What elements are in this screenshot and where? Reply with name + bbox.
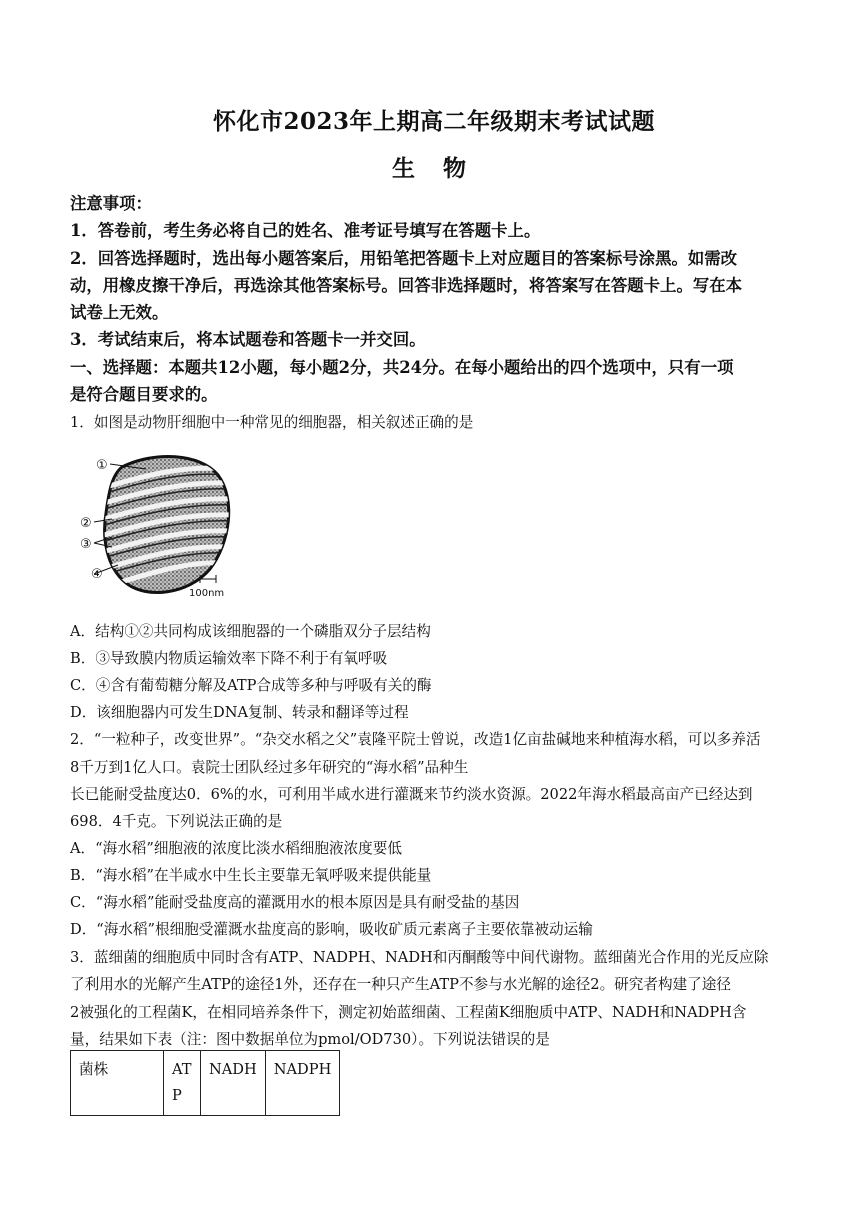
q2-stem-line: 698．4千克。下列说法正确的是 bbox=[70, 813, 283, 830]
q2-option: B．“海水稻”在半咸水中生长主要靠无氧呼吸来提供能量 bbox=[70, 867, 432, 884]
label-4: ④ bbox=[91, 567, 103, 582]
notice-item: 2．回答选择题时，选出每小题答案后，用铅笔把答题卡上对应题目的答案标号涂黑。如需改 bbox=[70, 249, 738, 268]
section-heading: 是符合题目要求的。 bbox=[70, 385, 218, 404]
q3-stem-line: 2被强化的工程菌K，在相同培养条件下，测定初始蓝细菌、工程菌K细胞质中ATP、NADH和NADPH含 bbox=[70, 1004, 747, 1021]
table-header-nadph: NADPH bbox=[265, 1051, 340, 1116]
table-header-strain: 菌株 bbox=[71, 1051, 164, 1116]
q2-stem-line: 长已能耐受盐度达0．6%的水，可利用半咸水进行灌溉来节约淡水资源。2022年海水稻最高亩产已经达到 bbox=[70, 786, 753, 803]
q3-stem-line: 3．蓝细菌的细胞质中同时含有ATP、NADPH、NADH和丙酮酸等中间代谢物。蓝细菌光合作用的光反应除 bbox=[70, 949, 769, 966]
table-header-nadh: NADH bbox=[201, 1051, 266, 1116]
section-heading: 一、选择题：本题共12小题，每小题2分，共24分。在每小题给出的四个选项中，只有一项 bbox=[70, 358, 734, 377]
label-2: ② bbox=[80, 516, 92, 531]
label-3: ③ bbox=[80, 537, 92, 552]
notice-heading: 注意事项： bbox=[70, 194, 152, 213]
mitochondrion-figure bbox=[76, 447, 256, 602]
notice-item: 动，用橡皮擦干净后，再选涂其他答案标号。回答非选择题时，将答案写在答题卡上。写在本 bbox=[70, 276, 743, 295]
q1-option: D．该细胞器内可发生DNA复制、转录和翻译等过程 bbox=[70, 704, 409, 721]
q3-stem-line: 量，结果如下表（注：图中数据单位为pmol/OD730）。下列说法错误的是 bbox=[70, 1031, 550, 1048]
q3-stem-line: 了利用水的光解产生ATP的途径1外，还存在一种只产生ATP不参与水光解的途径2。研究者构建了途径 bbox=[70, 976, 731, 993]
q2-option: C．“海水稻”能耐受盐度高的灌溉用水的根本原因是具有耐受盐的基因 bbox=[70, 894, 520, 911]
q2-stem-line: 2．“一粒种子，改变世界”。“杂交水稻之父”袁隆平院士曾说，改造1亿亩盐碱地来种植海水稻，可以多养活 bbox=[70, 731, 761, 748]
exam-title: 怀化市2023年上期高二年级期末考试试题 bbox=[212, 108, 655, 135]
subject-title: 生 物 bbox=[391, 155, 476, 182]
q3-data-table bbox=[70, 1050, 340, 1116]
table-header-atp-part1: AT bbox=[172, 1061, 192, 1078]
notice-item: 试卷上无效。 bbox=[70, 303, 169, 322]
q1-option: B．③导致膜内物质运输效率下降不利于有氧呼吸 bbox=[70, 650, 388, 667]
q2-stem-line: 8千万到1亿人口。袁院士团队经过多年研究的“海水稻”品种生 bbox=[70, 759, 469, 776]
table-header-atp bbox=[164, 1051, 201, 1116]
q1-stem: 1．如图是动物肝细胞中一种常见的细胞器，相关叙述正确的是 bbox=[70, 414, 474, 431]
q1-option: C．④含有葡萄糖分解及ATP合成等多种与呼吸有关的酶 bbox=[70, 677, 432, 694]
scale-bar-label: 100nm bbox=[189, 588, 225, 599]
q2-option: D．“海水稻”根细胞受灌溉水盐度高的影响，吸收矿质元素离子主要依靠被动运输 bbox=[70, 921, 593, 938]
q2-option: A．“海水稻”细胞液的浓度比淡水稻细胞液浓度要低 bbox=[70, 840, 402, 857]
table-header-atp-part2: P bbox=[172, 1087, 182, 1104]
notice-item: 1．答卷前，考生务必将自己的姓名、准考证号填写在答题卡上。 bbox=[70, 221, 541, 240]
label-1: ① bbox=[96, 458, 108, 473]
table-header-row bbox=[71, 1051, 340, 1116]
q1-option: A．结构①②共同构成该细胞器的一个磷脂双分子层结构 bbox=[70, 623, 431, 640]
notice-item: 3．考试结束后，将本试题卷和答题卡一并交回。 bbox=[70, 330, 426, 349]
